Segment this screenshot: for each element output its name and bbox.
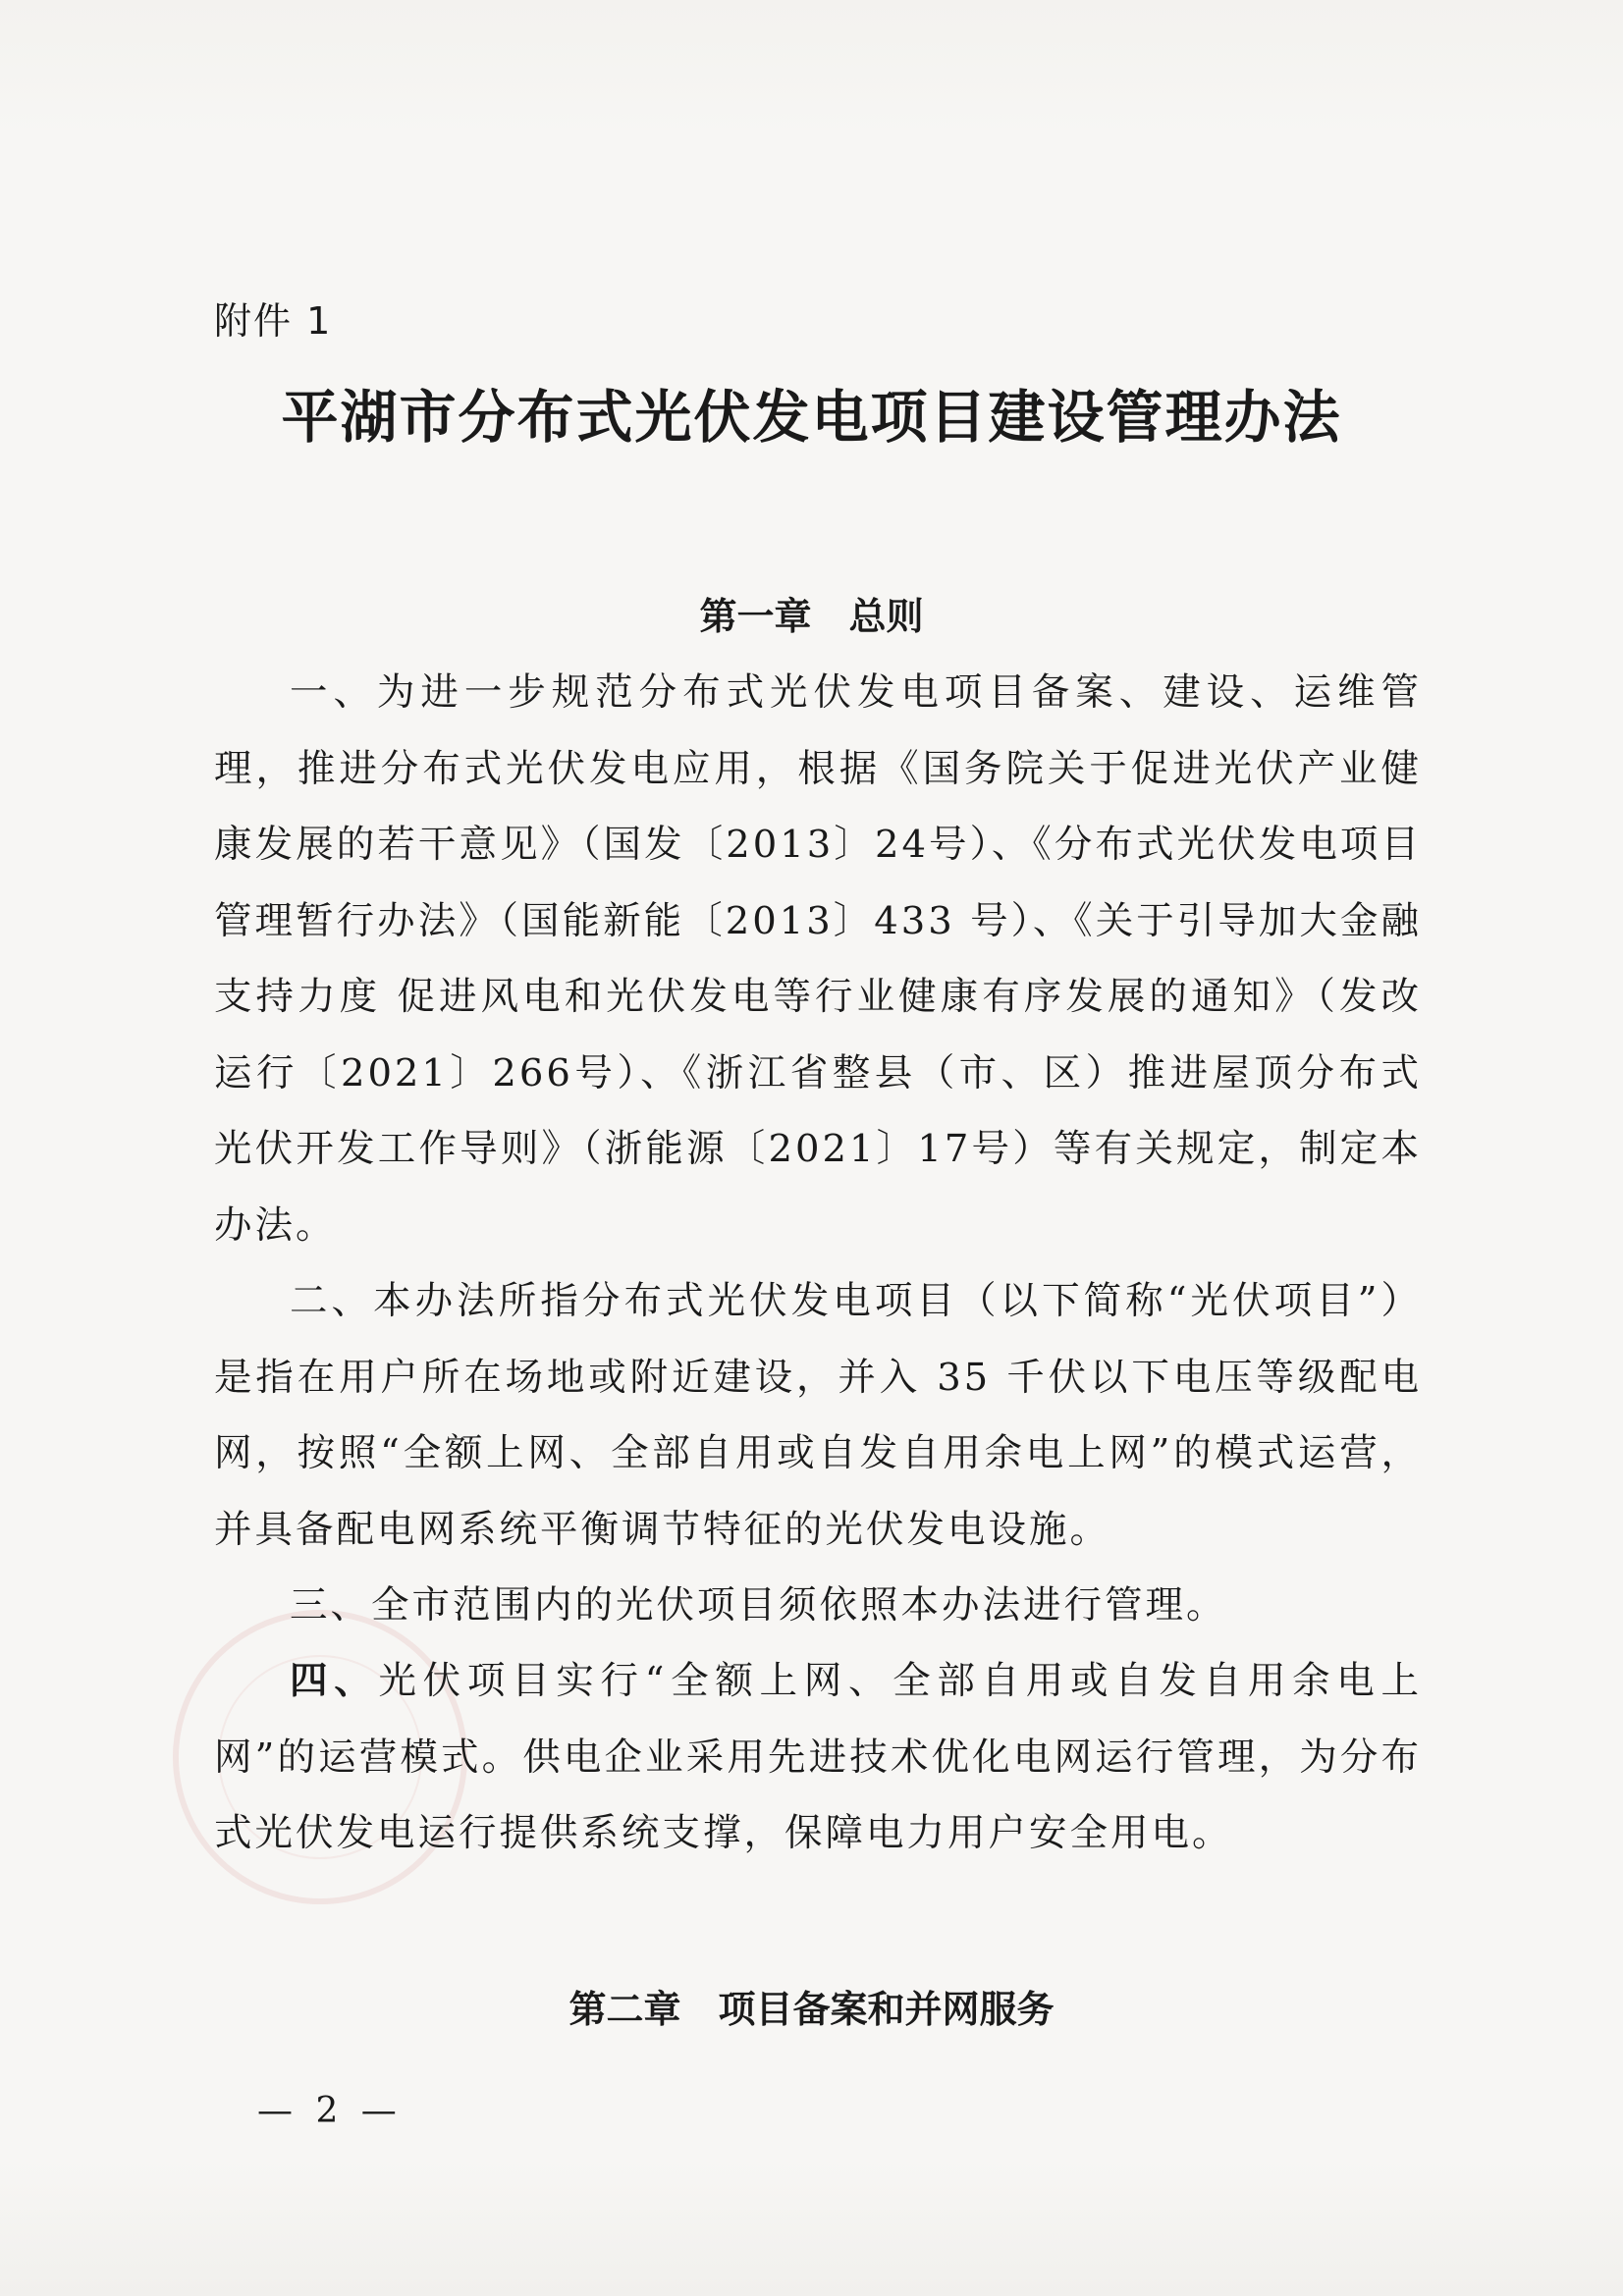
paragraph-4 <box>214 1643 1422 1872</box>
attachment-label: 附件 1 <box>214 299 333 343</box>
chapter-one-heading: 第一章 总则 <box>699 595 924 638</box>
paragraph-4-text <box>214 1643 1422 1872</box>
paragraph-4-body: 光伏项目实行“全额上网、全部自用或自发自用余电上网”的运营模式。供电企业采用先进技术优化电网运行管理，为分布式光伏发电运行提供系统支撑，保障电力用户安全用电。 <box>214 1659 1422 1855</box>
paragraph-1-text: 一、为进一步规范分布式光伏发电项目备案、建设、运维管理，推进分布式光伏发电应用，根据《国务院关于促进光伏产业健康发展的若干意见》（国发〔2013〕24号）、《分布式光伏发电项目管理暂行办法》（国能新能〔2013〕433 号）、《关于引导加大金融支持力度 促进风电和光伏发电等行业健康有序发展的通知》（发改运行〔2021〕266号）、《浙江省整县（市、区）推进屋顶分布式光伏开发工作导则》（浙能源〔2021〕17号）等有关规定，制定本办法。 <box>214 670 1422 1248</box>
paragraph-4-number: 四、 <box>290 1659 379 1703</box>
document-title: 平湖市分布式光伏发电项目建设管理办法 <box>281 384 1342 451</box>
paragraph-3-text: 三、全市范围内的光伏项目须依照本办法进行管理。 <box>290 1583 1227 1628</box>
paragraph-1 <box>214 655 1422 1263</box>
paragraph-3 <box>214 1568 1422 1644</box>
chapter-two-heading: 第二章 项目备案和并网服务 <box>568 1988 1055 2031</box>
paragraph-2-text: 二、本办法所指分布式光伏发电项目（以下简称“光伏项目”）是指在用户所在场地或附近建设，并入 35 千伏以下电压等级配电网，按照“全额上网、全部自用或自发自用余电上网”的模式运营，并具备配电网系统平衡调节特征的光伏发电设施。 <box>214 1279 1422 1552</box>
paragraph-2 <box>214 1263 1422 1568</box>
page-number: — 2 — <box>257 2091 403 2131</box>
